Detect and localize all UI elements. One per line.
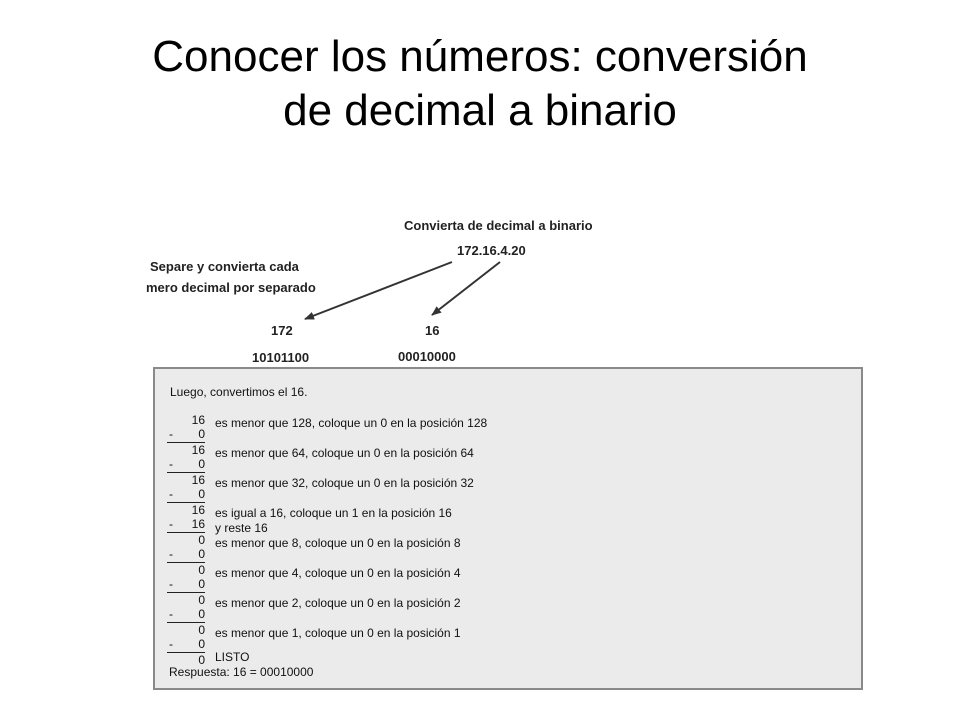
- left-binary: 10101100: [252, 350, 310, 365]
- step-top-value: 16: [191, 443, 205, 457]
- final-value: 0: [198, 653, 205, 667]
- step-subtract-value: 0: [198, 427, 205, 441]
- step-top-value: 0: [198, 593, 205, 607]
- step-subtract-value: 0: [198, 487, 205, 501]
- step-top-value: 16: [191, 503, 205, 517]
- step-top-value: 0: [198, 623, 205, 637]
- conversion-box: [153, 367, 863, 690]
- arrow-to-172: [305, 262, 452, 319]
- step-text: es menor que 4, coloque un 0 en la posición 4: [215, 566, 461, 580]
- step-top-value: 16: [191, 473, 205, 487]
- step-text-continued: y reste 16: [215, 521, 268, 535]
- note-line-2: mero decimal por separado: [146, 280, 316, 295]
- step-subtract-value: 0: [198, 457, 205, 471]
- ip-address: 172.16.4.20: [457, 243, 526, 258]
- step-text: es menor que 64, coloque un 0 en la posición 64: [215, 446, 474, 460]
- note-line-1: Separe y convierta cada: [150, 259, 299, 274]
- minus-sign: -: [169, 427, 173, 441]
- right-number: 16: [425, 323, 440, 338]
- step-subtract-value: 0: [198, 577, 205, 591]
- box-intro: Luego, convertimos el 16.: [170, 385, 308, 399]
- right-binary: 00010000: [398, 349, 456, 364]
- minus-sign: -: [169, 577, 173, 591]
- slide-title-line-1: Conocer los números: conversión: [152, 32, 808, 81]
- step-text: es igual a 16, coloque un 1 en la posición 16: [215, 506, 452, 520]
- step-subtract-value: 0: [198, 547, 205, 561]
- diagram-heading: Convierta de decimal a binario: [404, 218, 593, 233]
- step-text: es menor que 8, coloque un 0 en la posición 8: [215, 536, 461, 550]
- left-number: 172: [271, 323, 293, 338]
- done-label: LISTO: [215, 650, 250, 664]
- answer-line: Respuesta: 16 = 00010000: [169, 665, 314, 679]
- step-text: es menor que 2, coloque un 0 en la posición 2: [215, 596, 461, 610]
- minus-sign: -: [169, 547, 173, 561]
- step-text: es menor que 128, coloque un 0 en la posición 128: [215, 416, 488, 430]
- minus-sign: -: [169, 607, 173, 621]
- minus-sign: -: [169, 637, 173, 651]
- minus-sign: -: [169, 457, 173, 471]
- step-text: es menor que 32, coloque un 0 en la posición 32: [215, 476, 474, 490]
- step-subtract-value: 0: [198, 607, 205, 621]
- step-subtract-value: 0: [198, 637, 205, 651]
- step-top-value: 16: [191, 413, 205, 427]
- minus-sign: -: [169, 487, 173, 501]
- step-top-value: 0: [198, 533, 205, 547]
- arrow-to-16: [432, 262, 500, 315]
- step-subtract-value: 16: [191, 517, 205, 531]
- step-top-value: 0: [198, 563, 205, 577]
- slide-title-line-2: de decimal a binario: [283, 86, 677, 135]
- minus-sign: -: [169, 517, 173, 531]
- step-text: es menor que 1, coloque un 0 en la posición 1: [215, 626, 461, 640]
